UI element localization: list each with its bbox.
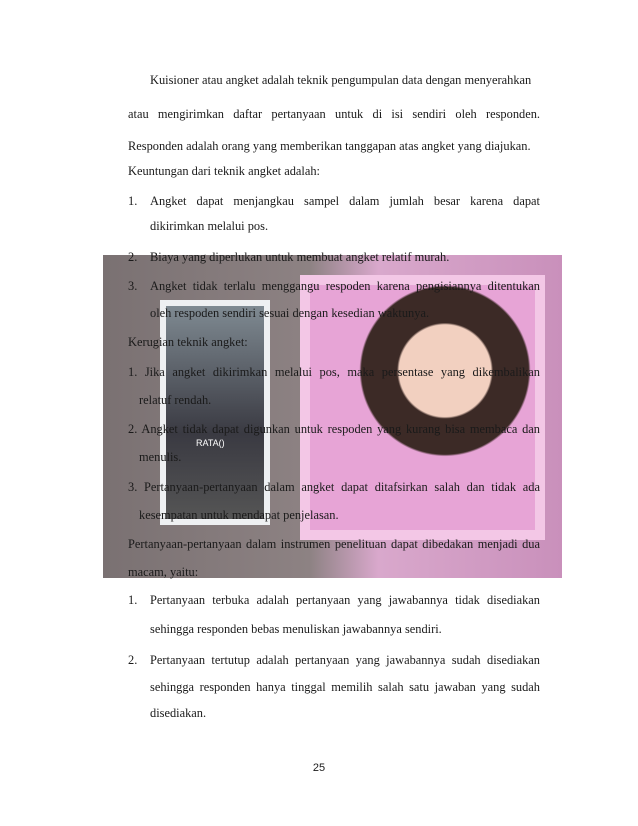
list-item: relatuf rendah. [139,393,212,407]
list-item: kesempatan untuk mendapat penjelasan. [139,508,339,522]
list-item: menulis. [139,450,182,464]
pertanyaan-intro-line-2: macam, yaitu: [128,565,199,579]
intro-line-2: atau mengirimkan daftar pertanyaan untuk di isi sendiri oleh responden. [128,107,540,121]
list-item: Biaya yang diperlukan untuk membuat angket relatif murah. [150,250,450,264]
list-item-number: 3. [128,279,138,293]
list-item: oleh respoden sendiri sesuai dengan kesedian waktunya. [150,306,430,320]
list-item-number: 1. [128,593,138,607]
list-item: sehingga responden bebas menuliskan jawabannya sendiri. [150,622,442,636]
list-item: Pertanyaan terbuka adalah pertanyaan yang jawabannya tidak disediakan [150,593,540,607]
list-item: dikirimkan melalui pos. [150,219,269,233]
intro-line-1: Kuisioner atau angket adalah teknik pengumpulan data dengan menyerahkan [150,73,532,87]
pertanyaan-intro-line-1: Pertanyaan-pertanyaan dalam instrumen penelituan dapat dibedakan menjadi dua [128,537,540,551]
list-item-number: 2. [128,250,138,264]
list-item: 1. Jika angket dikirimkan melalui pos, maka persentase yang dikembalikan [128,365,540,379]
list-item-number: 1. [128,194,138,208]
keuntungan-heading: Keuntungan dari teknik angket adalah: [128,164,320,178]
list-item: sehingga responden hanya tinggal memilih salah satu jawaban yang sudah [150,680,540,694]
page-number: 25 [312,762,326,774]
list-item: Angket dapat menjangkau sampel dalam jumlah besar karena dapat [150,194,540,208]
intro-line-3: Responden adalah orang yang memberikan tanggapan atas angket yang diajukan. [128,139,531,153]
list-item: Angket tidak terlalu menggangu respoden karena pengisiannya ditentukan [150,279,540,293]
list-item: Pertanyaan tertutup adalah pertanyaan yang jawabannya sudah disediakan [150,653,540,667]
list-item-number: 2. [128,653,138,667]
list-item: 2. Angket tidak dapat digunkan untuk respoden yang kurang bisa membaca dan [128,422,540,436]
list-item: disediakan. [150,706,207,720]
list-item: 3. Pertanyaan-pertanyaan dalam angket dapat ditafsirkan salah dan tidak ada [128,480,540,494]
kerugian-heading: Kerugian teknik angket: [128,335,248,349]
photo-caption: RATA() [196,438,225,448]
